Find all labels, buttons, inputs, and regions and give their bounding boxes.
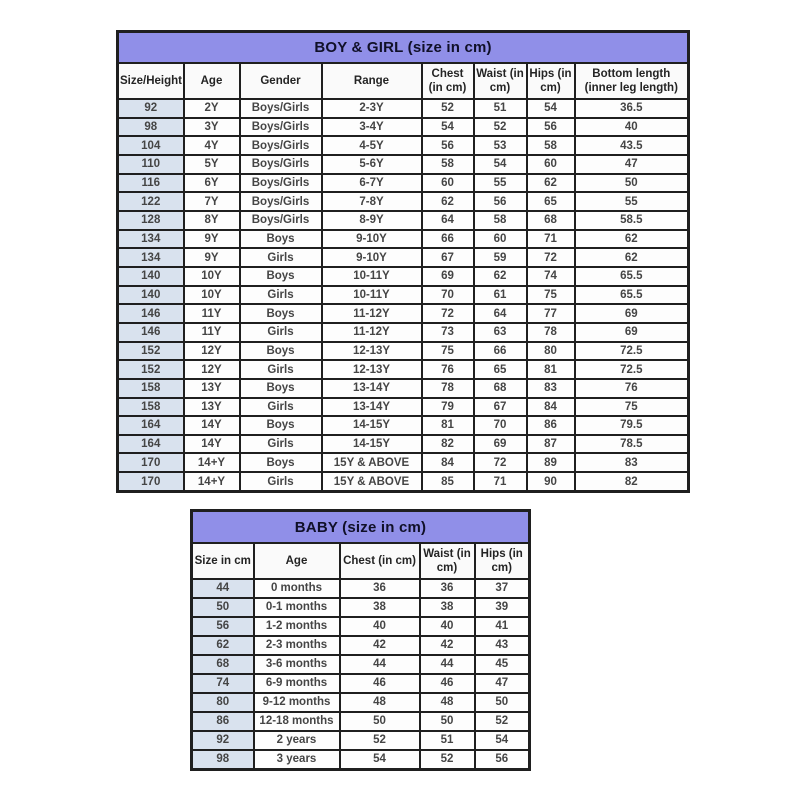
data-cell: 65 bbox=[474, 360, 527, 379]
data-cell: 55 bbox=[575, 192, 689, 211]
boy-girl-table-title: BOY & GIRL (size in cm) bbox=[118, 32, 689, 64]
data-cell: 40 bbox=[420, 617, 475, 636]
data-cell: Boys bbox=[240, 379, 322, 398]
column-header: Range bbox=[322, 63, 422, 99]
data-cell: Boys/Girls bbox=[240, 211, 322, 230]
data-cell: 78 bbox=[422, 379, 474, 398]
data-cell: 76 bbox=[575, 379, 689, 398]
data-cell: 64 bbox=[474, 304, 527, 323]
table-row bbox=[118, 192, 689, 211]
size-cell: 158 bbox=[118, 398, 184, 417]
data-cell: 62 bbox=[527, 174, 575, 193]
data-cell: 48 bbox=[340, 693, 420, 712]
data-cell: 37 bbox=[475, 579, 530, 598]
table-row bbox=[118, 435, 689, 454]
table-row bbox=[118, 398, 689, 417]
data-cell: 66 bbox=[422, 230, 474, 249]
size-cell: 74 bbox=[192, 674, 254, 693]
data-cell: 72 bbox=[474, 453, 527, 472]
data-cell: 12-13Y bbox=[322, 342, 422, 361]
size-cell: 170 bbox=[118, 472, 184, 491]
data-cell: 56 bbox=[475, 750, 530, 770]
data-cell: 61 bbox=[474, 286, 527, 305]
data-cell: 54 bbox=[474, 155, 527, 174]
data-cell: 62 bbox=[575, 248, 689, 267]
data-cell: Girls bbox=[240, 248, 322, 267]
size-cell: 116 bbox=[118, 174, 184, 193]
data-cell: 84 bbox=[422, 453, 474, 472]
data-cell: Girls bbox=[240, 398, 322, 417]
data-cell: 62 bbox=[422, 192, 474, 211]
size-cell: 104 bbox=[118, 136, 184, 155]
data-cell: 3Y bbox=[184, 118, 240, 137]
data-cell: Boys/Girls bbox=[240, 192, 322, 211]
data-cell: 14-15Y bbox=[322, 416, 422, 435]
size-cell: 158 bbox=[118, 379, 184, 398]
column-header: Gender bbox=[240, 63, 322, 99]
data-cell: 58 bbox=[527, 136, 575, 155]
size-cell: 122 bbox=[118, 192, 184, 211]
size-cell: 56 bbox=[192, 617, 254, 636]
data-cell: 81 bbox=[527, 360, 575, 379]
data-cell: 50 bbox=[420, 712, 475, 731]
data-cell: 72 bbox=[422, 304, 474, 323]
data-cell: 9-10Y bbox=[322, 248, 422, 267]
data-cell: 82 bbox=[575, 472, 689, 491]
data-cell: 11-12Y bbox=[322, 304, 422, 323]
data-cell: 10Y bbox=[184, 267, 240, 286]
data-cell: 70 bbox=[474, 416, 527, 435]
data-cell: 14-15Y bbox=[322, 435, 422, 454]
baby-header-row bbox=[192, 543, 530, 579]
baby-table-title: BABY (size in cm) bbox=[192, 511, 530, 544]
size-cell: 92 bbox=[118, 99, 184, 118]
data-cell: 9Y bbox=[184, 230, 240, 249]
data-cell: 56 bbox=[422, 136, 474, 155]
baby-title-row bbox=[192, 511, 530, 544]
data-cell: 12-13Y bbox=[322, 360, 422, 379]
data-cell: 65 bbox=[527, 192, 575, 211]
table-row bbox=[118, 342, 689, 361]
data-cell: 9-12 months bbox=[254, 693, 340, 712]
baby-table-body bbox=[192, 579, 530, 770]
size-cell: 146 bbox=[118, 323, 184, 342]
data-cell: 63 bbox=[474, 323, 527, 342]
data-cell: Boys bbox=[240, 304, 322, 323]
data-cell: 6Y bbox=[184, 174, 240, 193]
column-header: Size in cm bbox=[192, 543, 254, 579]
data-cell: 52 bbox=[340, 731, 420, 750]
data-cell: 13-14Y bbox=[322, 398, 422, 417]
data-cell: Boys bbox=[240, 416, 322, 435]
size-cell: 98 bbox=[192, 750, 254, 770]
data-cell: 67 bbox=[422, 248, 474, 267]
data-cell: 3 years bbox=[254, 750, 340, 770]
size-cell: 140 bbox=[118, 267, 184, 286]
data-cell: 65.5 bbox=[575, 286, 689, 305]
data-cell: 42 bbox=[340, 636, 420, 655]
data-cell: 77 bbox=[527, 304, 575, 323]
data-cell: 67 bbox=[474, 398, 527, 417]
baby-size-table bbox=[190, 509, 531, 771]
data-cell: 36.5 bbox=[575, 99, 689, 118]
data-cell: 46 bbox=[340, 674, 420, 693]
data-cell: 3-6 months bbox=[254, 655, 340, 674]
data-cell: 44 bbox=[420, 655, 475, 674]
data-cell: 48 bbox=[420, 693, 475, 712]
data-cell: Girls bbox=[240, 472, 322, 491]
column-header: Hips (in cm) bbox=[527, 63, 575, 99]
data-cell: 58.5 bbox=[575, 211, 689, 230]
data-cell: 79 bbox=[422, 398, 474, 417]
data-cell: 69 bbox=[422, 267, 474, 286]
size-cell: 80 bbox=[192, 693, 254, 712]
data-cell: 90 bbox=[527, 472, 575, 491]
data-cell: Girls bbox=[240, 360, 322, 379]
data-cell: 10-11Y bbox=[322, 267, 422, 286]
data-cell: 54 bbox=[527, 99, 575, 118]
data-cell: 53 bbox=[474, 136, 527, 155]
data-cell: 78.5 bbox=[575, 435, 689, 454]
data-cell: 72.5 bbox=[575, 342, 689, 361]
data-cell: 51 bbox=[420, 731, 475, 750]
size-cell: 110 bbox=[118, 155, 184, 174]
table-row bbox=[118, 99, 689, 118]
column-header: Age bbox=[184, 63, 240, 99]
data-cell: 0-1 months bbox=[254, 598, 340, 617]
column-header: Hips (in cm) bbox=[475, 543, 530, 579]
data-cell: Boys/Girls bbox=[240, 155, 322, 174]
size-cell: 134 bbox=[118, 248, 184, 267]
data-cell: 12-18 months bbox=[254, 712, 340, 731]
column-header: Waist (in cm) bbox=[420, 543, 475, 579]
size-cell: 68 bbox=[192, 655, 254, 674]
data-cell: 50 bbox=[575, 174, 689, 193]
size-cell: 98 bbox=[118, 118, 184, 137]
boy-girl-size-table bbox=[116, 30, 690, 493]
table-row bbox=[192, 712, 530, 731]
data-cell: 80 bbox=[527, 342, 575, 361]
size-cell: 164 bbox=[118, 435, 184, 454]
data-cell: 87 bbox=[527, 435, 575, 454]
data-cell: 6-7Y bbox=[322, 174, 422, 193]
data-cell: 2-3Y bbox=[322, 99, 422, 118]
data-cell: 13Y bbox=[184, 379, 240, 398]
table-row bbox=[118, 155, 689, 174]
data-cell: 69 bbox=[575, 323, 689, 342]
table-row bbox=[118, 416, 689, 435]
data-cell: 3-4Y bbox=[322, 118, 422, 137]
data-cell: 59 bbox=[474, 248, 527, 267]
data-cell: 69 bbox=[474, 435, 527, 454]
table-row bbox=[118, 360, 689, 379]
data-cell: Boys/Girls bbox=[240, 99, 322, 118]
size-cell: 164 bbox=[118, 416, 184, 435]
column-header: Age bbox=[254, 543, 340, 579]
data-cell: 7-8Y bbox=[322, 192, 422, 211]
data-cell: 62 bbox=[575, 230, 689, 249]
data-cell: 64 bbox=[422, 211, 474, 230]
data-cell: 14Y bbox=[184, 416, 240, 435]
table-row bbox=[118, 174, 689, 193]
data-cell: 11Y bbox=[184, 323, 240, 342]
data-cell: Boys bbox=[240, 342, 322, 361]
data-cell: 85 bbox=[422, 472, 474, 491]
column-header: Chest (in cm) bbox=[340, 543, 420, 579]
table-row bbox=[192, 636, 530, 655]
data-cell: 75 bbox=[527, 286, 575, 305]
data-cell: 55 bbox=[474, 174, 527, 193]
data-cell: 36 bbox=[340, 579, 420, 598]
data-cell: 43 bbox=[475, 636, 530, 655]
boy-girl-table-body bbox=[118, 99, 689, 492]
data-cell: 0 months bbox=[254, 579, 340, 598]
data-cell: 4Y bbox=[184, 136, 240, 155]
table-row bbox=[192, 750, 530, 770]
data-cell: 54 bbox=[422, 118, 474, 137]
table-row bbox=[118, 230, 689, 249]
data-cell: 75 bbox=[422, 342, 474, 361]
data-cell: 71 bbox=[474, 472, 527, 491]
data-cell: Boys bbox=[240, 230, 322, 249]
data-cell: 68 bbox=[474, 379, 527, 398]
size-cell: 128 bbox=[118, 211, 184, 230]
data-cell: 65.5 bbox=[575, 267, 689, 286]
data-cell: 56 bbox=[474, 192, 527, 211]
data-cell: 13Y bbox=[184, 398, 240, 417]
table-row bbox=[118, 304, 689, 323]
data-cell: 9-10Y bbox=[322, 230, 422, 249]
data-cell: 60 bbox=[474, 230, 527, 249]
data-cell: 54 bbox=[475, 731, 530, 750]
data-cell: Girls bbox=[240, 435, 322, 454]
data-cell: 14+Y bbox=[184, 453, 240, 472]
data-cell: 56 bbox=[527, 118, 575, 137]
size-cell: 152 bbox=[118, 360, 184, 379]
size-cell: 86 bbox=[192, 712, 254, 731]
table-row bbox=[192, 693, 530, 712]
data-cell: 82 bbox=[422, 435, 474, 454]
data-cell: 73 bbox=[422, 323, 474, 342]
data-cell: 60 bbox=[422, 174, 474, 193]
data-cell: Girls bbox=[240, 286, 322, 305]
table-row bbox=[192, 731, 530, 750]
data-cell: 75 bbox=[575, 398, 689, 417]
column-header: Size/Height bbox=[118, 63, 184, 99]
data-cell: 83 bbox=[527, 379, 575, 398]
data-cell: 54 bbox=[340, 750, 420, 770]
data-cell: 39 bbox=[475, 598, 530, 617]
table-row bbox=[192, 579, 530, 598]
data-cell: 5Y bbox=[184, 155, 240, 174]
data-cell: 40 bbox=[340, 617, 420, 636]
table-row bbox=[118, 136, 689, 155]
data-cell: 5-6Y bbox=[322, 155, 422, 174]
data-cell: 8Y bbox=[184, 211, 240, 230]
data-cell: 6-9 months bbox=[254, 674, 340, 693]
data-cell: 78 bbox=[527, 323, 575, 342]
size-cell: 50 bbox=[192, 598, 254, 617]
table-row bbox=[118, 472, 689, 491]
data-cell: 89 bbox=[527, 453, 575, 472]
data-cell: 76 bbox=[422, 360, 474, 379]
data-cell: 52 bbox=[422, 99, 474, 118]
data-cell: 10Y bbox=[184, 286, 240, 305]
data-cell: 60 bbox=[527, 155, 575, 174]
data-cell: 42 bbox=[420, 636, 475, 655]
table-row bbox=[192, 598, 530, 617]
size-cell: 92 bbox=[192, 731, 254, 750]
data-cell: Boys bbox=[240, 453, 322, 472]
data-cell: 47 bbox=[475, 674, 530, 693]
data-cell: Boys/Girls bbox=[240, 174, 322, 193]
column-header: Chest (in cm) bbox=[422, 63, 474, 99]
data-cell: 10-11Y bbox=[322, 286, 422, 305]
data-cell: 70 bbox=[422, 286, 474, 305]
data-cell: Boys bbox=[240, 267, 322, 286]
data-cell: 52 bbox=[420, 750, 475, 770]
data-cell: 50 bbox=[340, 712, 420, 731]
data-cell: 44 bbox=[340, 655, 420, 674]
data-cell: 69 bbox=[575, 304, 689, 323]
table-row bbox=[118, 379, 689, 398]
data-cell: 58 bbox=[422, 155, 474, 174]
data-cell: 79.5 bbox=[575, 416, 689, 435]
data-cell: 15Y & ABOVE bbox=[322, 453, 422, 472]
data-cell: Girls bbox=[240, 323, 322, 342]
data-cell: 2Y bbox=[184, 99, 240, 118]
size-cell: 140 bbox=[118, 286, 184, 305]
data-cell: 71 bbox=[527, 230, 575, 249]
table-row bbox=[118, 211, 689, 230]
column-header: Bottom length (inner leg length) bbox=[575, 63, 689, 99]
table-row bbox=[118, 267, 689, 286]
data-cell: 83 bbox=[575, 453, 689, 472]
table-row bbox=[192, 674, 530, 693]
data-cell: 36 bbox=[420, 579, 475, 598]
data-cell: 72 bbox=[527, 248, 575, 267]
column-header: Waist (in cm) bbox=[474, 63, 527, 99]
size-cell: 170 bbox=[118, 453, 184, 472]
table-row bbox=[192, 655, 530, 674]
size-cell: 134 bbox=[118, 230, 184, 249]
data-cell: 14+Y bbox=[184, 472, 240, 491]
data-cell: Boys/Girls bbox=[240, 118, 322, 137]
size-cell: 152 bbox=[118, 342, 184, 361]
data-cell: 52 bbox=[475, 712, 530, 731]
data-cell: 38 bbox=[340, 598, 420, 617]
data-cell: 14Y bbox=[184, 435, 240, 454]
boy-girl-header-row bbox=[118, 63, 689, 99]
data-cell: 9Y bbox=[184, 248, 240, 267]
size-cell: 146 bbox=[118, 304, 184, 323]
data-cell: 68 bbox=[527, 211, 575, 230]
data-cell: 2-3 months bbox=[254, 636, 340, 655]
table-row bbox=[118, 248, 689, 267]
data-cell: 38 bbox=[420, 598, 475, 617]
table-row bbox=[118, 323, 689, 342]
data-cell: 43.5 bbox=[575, 136, 689, 155]
data-cell: 62 bbox=[474, 267, 527, 286]
data-cell: 74 bbox=[527, 267, 575, 286]
data-cell: 86 bbox=[527, 416, 575, 435]
data-cell: 8-9Y bbox=[322, 211, 422, 230]
table-row bbox=[118, 453, 689, 472]
boy-girl-title-row bbox=[118, 32, 689, 64]
data-cell: 11-12Y bbox=[322, 323, 422, 342]
data-cell: 4-5Y bbox=[322, 136, 422, 155]
size-cell: 62 bbox=[192, 636, 254, 655]
data-cell: 47 bbox=[575, 155, 689, 174]
data-cell: 45 bbox=[475, 655, 530, 674]
data-cell: Boys/Girls bbox=[240, 136, 322, 155]
data-cell: 81 bbox=[422, 416, 474, 435]
data-cell: 40 bbox=[575, 118, 689, 137]
data-cell: 1-2 months bbox=[254, 617, 340, 636]
table-row bbox=[192, 617, 530, 636]
data-cell: 12Y bbox=[184, 342, 240, 361]
data-cell: 58 bbox=[474, 211, 527, 230]
data-cell: 52 bbox=[474, 118, 527, 137]
data-cell: 2 years bbox=[254, 731, 340, 750]
data-cell: 51 bbox=[474, 99, 527, 118]
data-cell: 13-14Y bbox=[322, 379, 422, 398]
data-cell: 50 bbox=[475, 693, 530, 712]
data-cell: 72.5 bbox=[575, 360, 689, 379]
data-cell: 11Y bbox=[184, 304, 240, 323]
table-row bbox=[118, 118, 689, 137]
data-cell: 12Y bbox=[184, 360, 240, 379]
data-cell: 41 bbox=[475, 617, 530, 636]
data-cell: 7Y bbox=[184, 192, 240, 211]
table-row bbox=[118, 286, 689, 305]
size-cell: 44 bbox=[192, 579, 254, 598]
data-cell: 46 bbox=[420, 674, 475, 693]
data-cell: 15Y & ABOVE bbox=[322, 472, 422, 491]
data-cell: 66 bbox=[474, 342, 527, 361]
data-cell: 84 bbox=[527, 398, 575, 417]
